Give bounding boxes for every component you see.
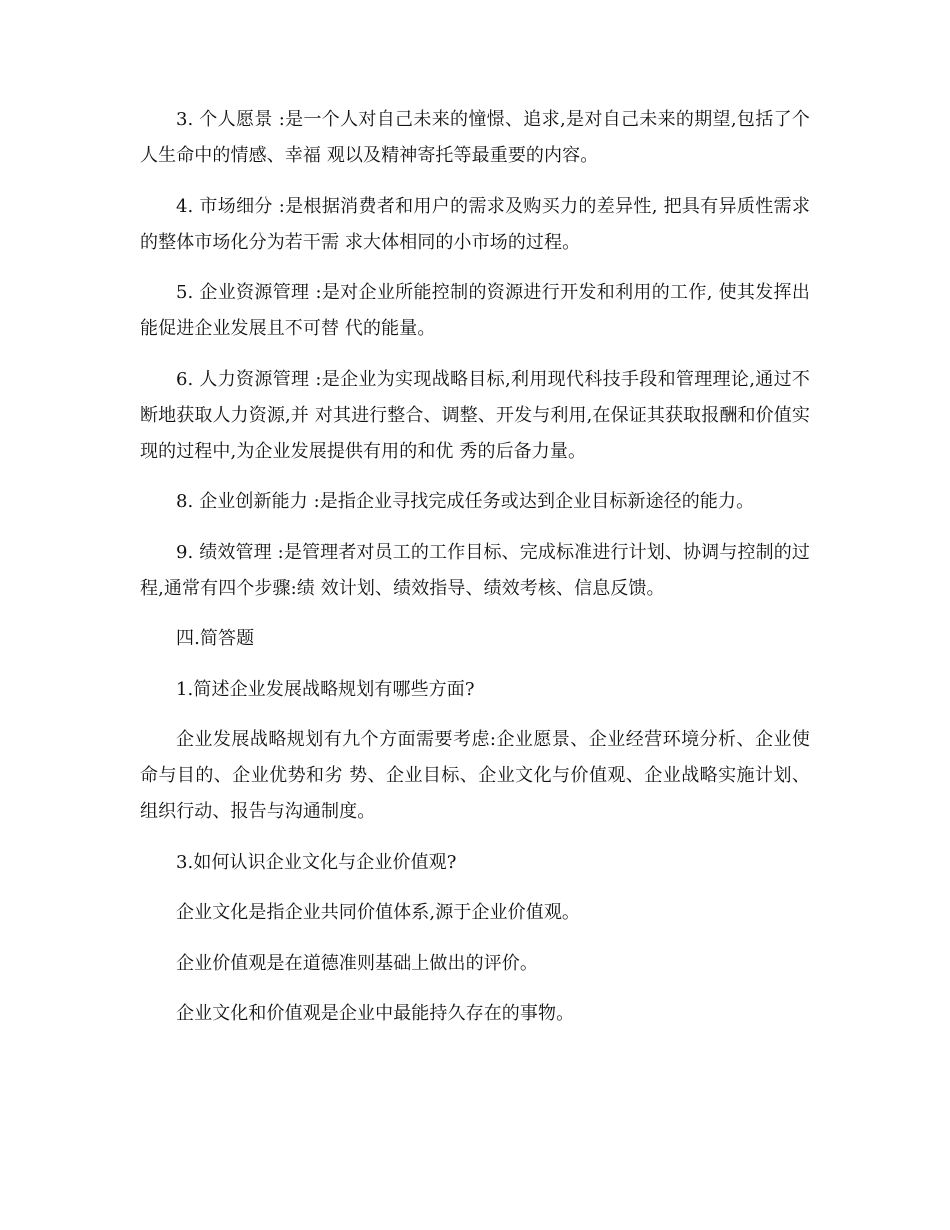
definition-personal-vision: 3. 个人愿景 :是一个人对自己未来的憧憬、追求,是对自己未来的期望,包括了个人生命中的情感、幸福 观以及精神寄托等最重要的内容。 <box>140 109 810 166</box>
definition-hr-management: 6. 人力资源管理 :是企业为实现战略目标,利用现代科技手段和管理理论,通过不断地获取人力资源,并 对其进行整合、调整、开发与利用,在保证其获取报酬和价值实现的过程中,为企业发展提供有用的和优 秀的后备力量。 <box>140 368 810 462</box>
question-1: 1.简述企业发展战略规划有哪些方面? <box>176 678 475 700</box>
section-heading: 四.简答题 <box>176 628 255 649</box>
definition-innovation-capability: 8. 企业创新能力 :是指企业寻找完成任务或达到企业目标新途径的能力。 <box>176 491 755 512</box>
document-page <box>140 102 810 1047</box>
answer-1: 企业发展战略规划有九个方面需要考虑:企业愿景、企业经营环境分析、企业使命与目的、企业优势和劣 势、企业目标、企业文化与价值观、企业战略实施计划、组织行动、报告与沟通制度。 <box>140 729 810 822</box>
answer-3-line-2: 企业价值观是在道德准则基础上做出的评价。 <box>176 952 538 974</box>
definition-market-segmentation: 4. 市场细分 :是根据消费者和用户的需求及购买力的差异性, 把具有异质性需求的整体市场化分为若干需 求大体相同的小市场的过程。 <box>140 195 810 253</box>
question-3: 3.如何认识企业文化与企业价值观? <box>176 851 457 873</box>
answer-3-line-3: 企业文化和价值观是企业中最能持久存在的事物。 <box>176 1003 575 1024</box>
answer-3-line-1: 企业文化是指企业共同价值体系,源于企业价值观。 <box>176 902 581 923</box>
definition-resource-management: 5. 企业资源管理 :是对企业所能控制的资源进行开发和利用的工作, 使其发挥出能促进企业发展且不可替 代的能量。 <box>140 282 810 339</box>
definition-performance-management: 9. 绩效管理 :是管理者对员工的工作目标、完成标准进行计划、协调与控制的过程,通常有四个步骤:绩 效计划、绩效指导、绩效考核、信息反馈。 <box>140 541 810 599</box>
